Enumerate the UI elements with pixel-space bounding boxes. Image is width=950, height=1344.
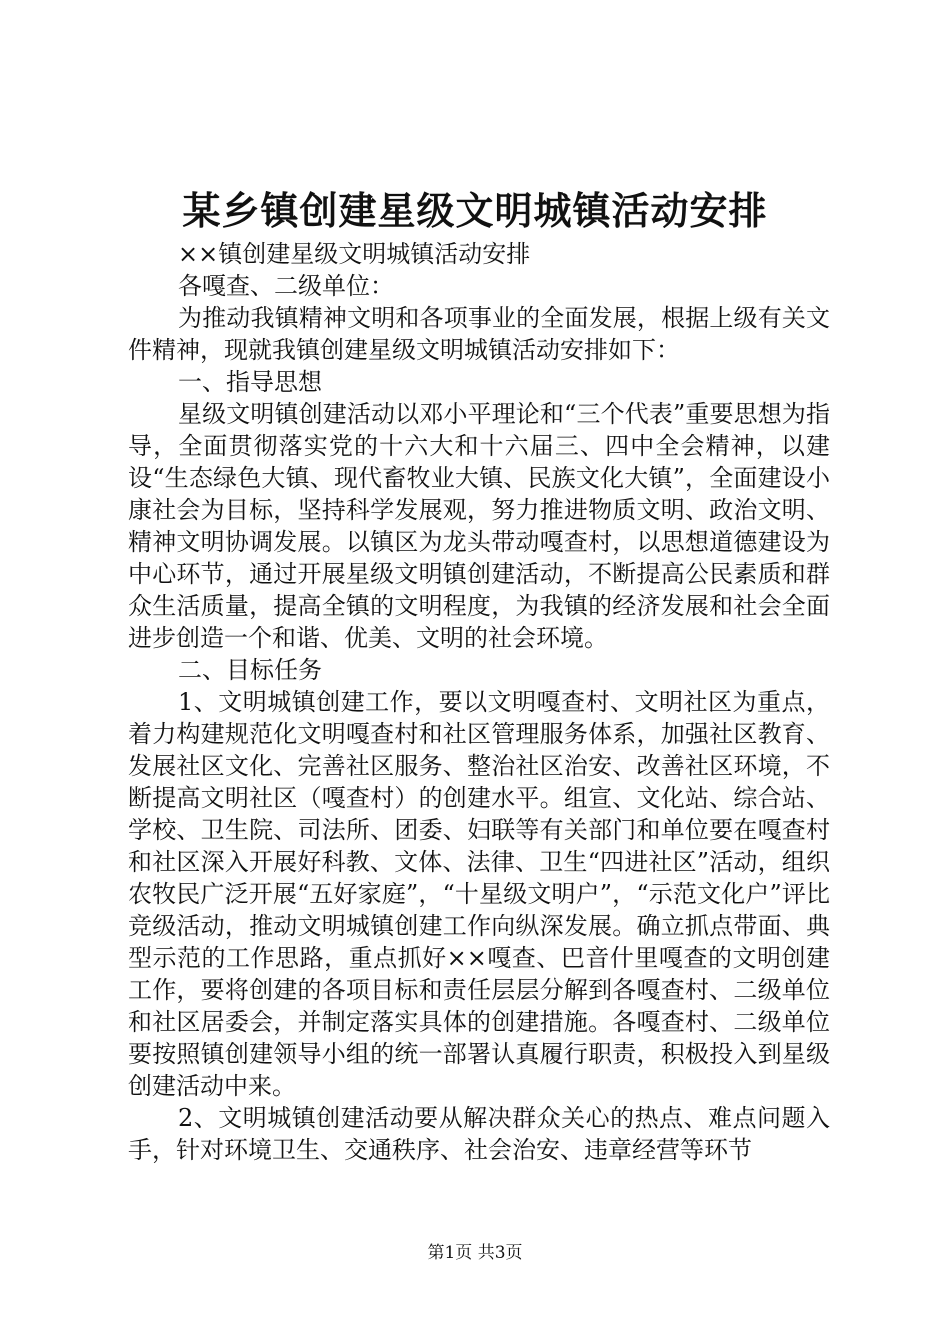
paragraph-heading-line: ××镇创建星级文明城镇活动安排 (178, 240, 531, 268)
section-heading-guiding-thought: 一、指导思想 (178, 368, 322, 396)
section-heading-goals: 二、目标任务 (178, 656, 322, 684)
document-body (128, 238, 830, 1166)
paragraph-guiding-thought: 星级文明镇创建活动以邓小平理论和“三个代表”重要思想为指导，全面贯彻落实党的十六大和十六届三、四中全会精神，以建设“生态绿色大镇、现代畜牧业大镇、民族文化大镇”，全面建设小康社会为目标，坚持科学发展观，努力推进物质文明、政治文明、精神文明协调发展。以镇区为龙头带动嘎查村，以思想道德建设为中心环节，通过开展星级文明镇创建活动，不断提高公民素质和群众生活质量，提高全镇的文明程度，为我镇的经济发展和社会全面进步创造一个和谐、优美、文明的社会环境。 (128, 400, 830, 652)
paragraph-salutation: 各嘎查、二级单位： (178, 272, 394, 300)
page-number-footer: 第1页 共3页 (427, 1243, 523, 1263)
paragraph-goal-2: 2、文明城镇创建活动要从解决群众关心的热点、难点问题入手，针对环境卫生、交通秩序、社会治安、违章经营等环节 (128, 1104, 830, 1164)
paragraph-goal-1: 1、文明城镇创建工作，要以文明嘎查村、文明社区为重点，着力构建规范化文明嘎查村和社区管理服务体系，加强社区教育、发展社区文化、完善社区服务、整治社区治安、改善社区环境，不断提高文明社区（嘎查村）的创建水平。组宣、文化站、综合站、学校、卫生院、司法所、团委、妇联等有关部门和单位要在嘎查村和社区深入开展好科教、文体、法律、卫生“四进社区”活动，组织农牧民广泛开展“五好家庭”，“十星级文明户”，“示范文化户”评比竞级活动，推动文明城镇创建工作向纵深发展。确立抓点带面、典型示范的工作思路，重点抓好××嘎查、巴音什里嘎查的文明创建工作，要将创建的各项目标和责任层层分解到各嘎查村、二级单位和社区居委会，并制定落实具体的创建措施。各嘎查村、二级单位要按照镇创建领导小组的统一部署认真履行职责，积极投入到星级创建活动中来。 (128, 688, 830, 1100)
paragraph-intro: 为推动我镇精神文明和各项事业的全面发展，根据上级有关文件精神，现就我镇创建星级文明城镇活动安排如下： (128, 304, 830, 364)
document-title: 某乡镇创建星级文明城镇活动安排 (182, 188, 768, 233)
